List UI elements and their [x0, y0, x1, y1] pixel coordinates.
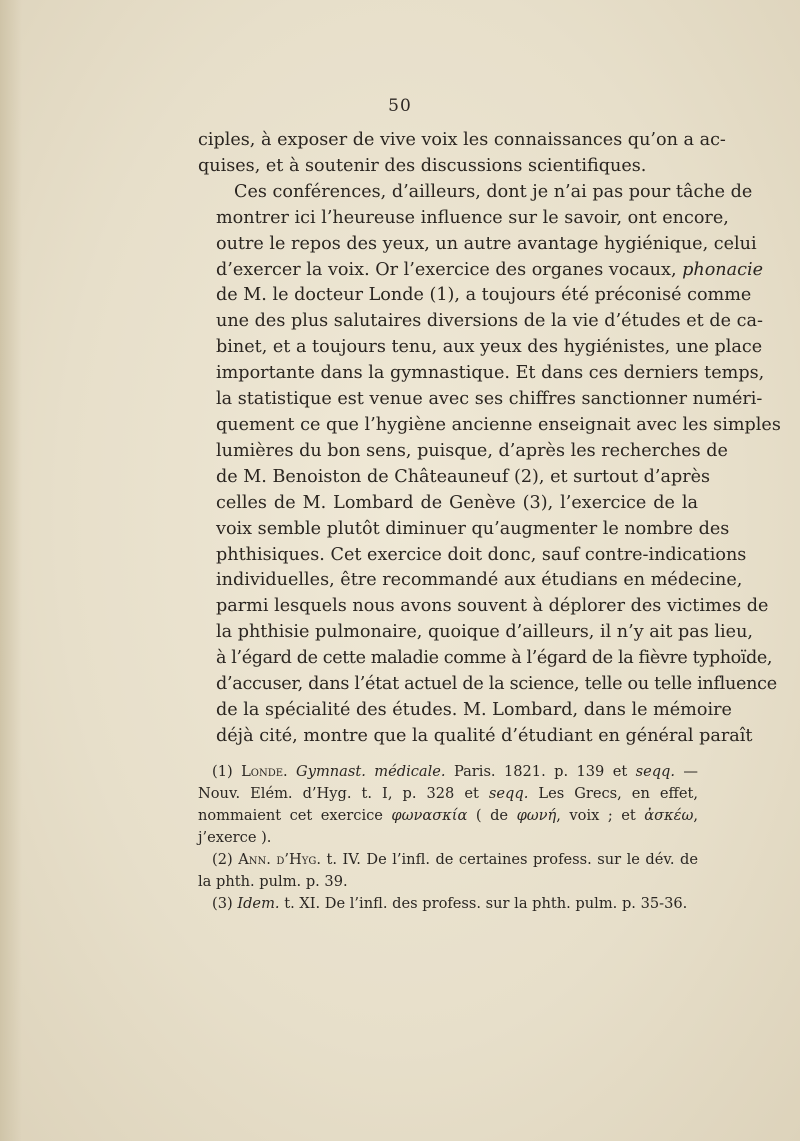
text-line: phthisiques. Cet exercice doit donc, sauf contre-indications [216, 544, 747, 565]
footnote-title: Gymnast. médicale. [296, 763, 446, 780]
paragraph-2 [198, 180, 781, 750]
text-line: binet, et a toujours tenu, aux yeux des hygiénistes, une place [216, 337, 763, 358]
footnote-text: , j’exerce ). [198, 807, 699, 846]
text-line: la phthisie pulmonaire, quoique d’ailleurs, il n’y ait pas lieu, [216, 622, 753, 643]
footnote-author: Londe. [241, 763, 288, 780]
text-line: une des plus salutaires diversions de la vie d’études et de ca- [216, 311, 763, 332]
footnote-seqq: seqq. [488, 785, 529, 802]
page-binding-shadow [0, 0, 22, 1141]
text-line: importante dans la gymnastique. Et dans ces derniers temps, [216, 363, 765, 384]
footnote-author: Ann. d’Hyg. [238, 851, 321, 868]
italic-term: phonacie [682, 259, 764, 280]
footnote-ref: Paris. 1821. p. 139 et [453, 763, 628, 780]
footnote-text: t. IV. De l’infl. de certaines profess. sur le dév. de la phth. pulm. p. 39. [198, 851, 698, 890]
footnote-author: Idem. [237, 895, 280, 912]
text-line: de M. Benoiston de Châteauneuf (2), et surtout d’après [216, 466, 711, 487]
page-number: 50 [388, 96, 412, 116]
footnote-1 [198, 761, 698, 849]
text-line: quises, et à soutenir des discussions scientifiques. [198, 155, 647, 176]
text-line: de la spécialité des études. M. Lombard, dans le mémoire [216, 699, 732, 720]
greek-word: φωνή [516, 807, 557, 824]
text-line: ciples, à exposer de vive voix les connaissances qu’on a ac- [198, 130, 726, 150]
footnote-text: ( de [475, 807, 509, 824]
text-line: voix semble plutôt diminuer qu’augmenter le nombre des [216, 518, 730, 539]
footnote-3 [198, 893, 698, 915]
text-line: déjà cité, montre que la qualité d’étudiant en général paraît [216, 725, 753, 746]
footnote-seqq: seqq. [635, 763, 676, 780]
paragraph-1 [198, 128, 726, 180]
text-line: d’exercer la voix. Or l’exercice des organes vocaux, phonacie [216, 259, 764, 280]
text-line: lumières du bon sens, puisque, d’après les recherches de [216, 440, 728, 461]
footnotes [198, 761, 698, 915]
footnote-text: — Nouv. Elém. d’Hyg. t. I, p. 328 et [198, 763, 698, 802]
body-text [198, 128, 781, 750]
text-line: à l’égard de cette maladie comme à l’égard de la fièvre typhoïde, [216, 648, 773, 669]
text-line: Ces conférences, d’ailleurs, dont je n’ai pas pour tâche de [234, 181, 753, 202]
text-line: de M. le docteur Londe (1), a toujours été préconisé comme [216, 285, 752, 306]
footnote-text: Les Grecs, en effet, nommaient cet exercice [198, 785, 699, 824]
text-line: individuelles, être recommandé aux étudians en médecine, [216, 570, 743, 591]
greek-word: ἀσκέω [644, 807, 694, 824]
footnote-marker: (3) [212, 895, 233, 912]
text-line: quement ce que l’hygiène ancienne enseignait avec les simples [216, 414, 781, 435]
text-line: celles de M. Lombard de Genève (3), l’exercice de la [216, 492, 698, 513]
footnote-text: , voix ; et [556, 807, 636, 824]
text-line: outre le repos des yeux, un autre avantage hygiénique, celui [216, 233, 757, 254]
footnote-text: t. XI. De l’infl. des profess. sur la phth. pulm. p. 35-36. [284, 895, 688, 912]
text-line: d’accuser, dans l’état actuel de la science, telle ou telle influence [216, 674, 777, 695]
footnote-marker: (1) [212, 763, 233, 780]
footnote-marker: (2) [212, 851, 233, 868]
text-line: la statistique est venue avec ses chiffres sanctionner numéri- [216, 389, 763, 410]
footnote-2 [198, 849, 698, 893]
text-line: montrer ici l’heureuse influence sur le savoir, ont encore, [216, 207, 729, 228]
greek-word: φωνασκία [391, 807, 468, 824]
text-line: parmi lesquels nous avons souvent à déplorer des victimes de [216, 596, 769, 617]
